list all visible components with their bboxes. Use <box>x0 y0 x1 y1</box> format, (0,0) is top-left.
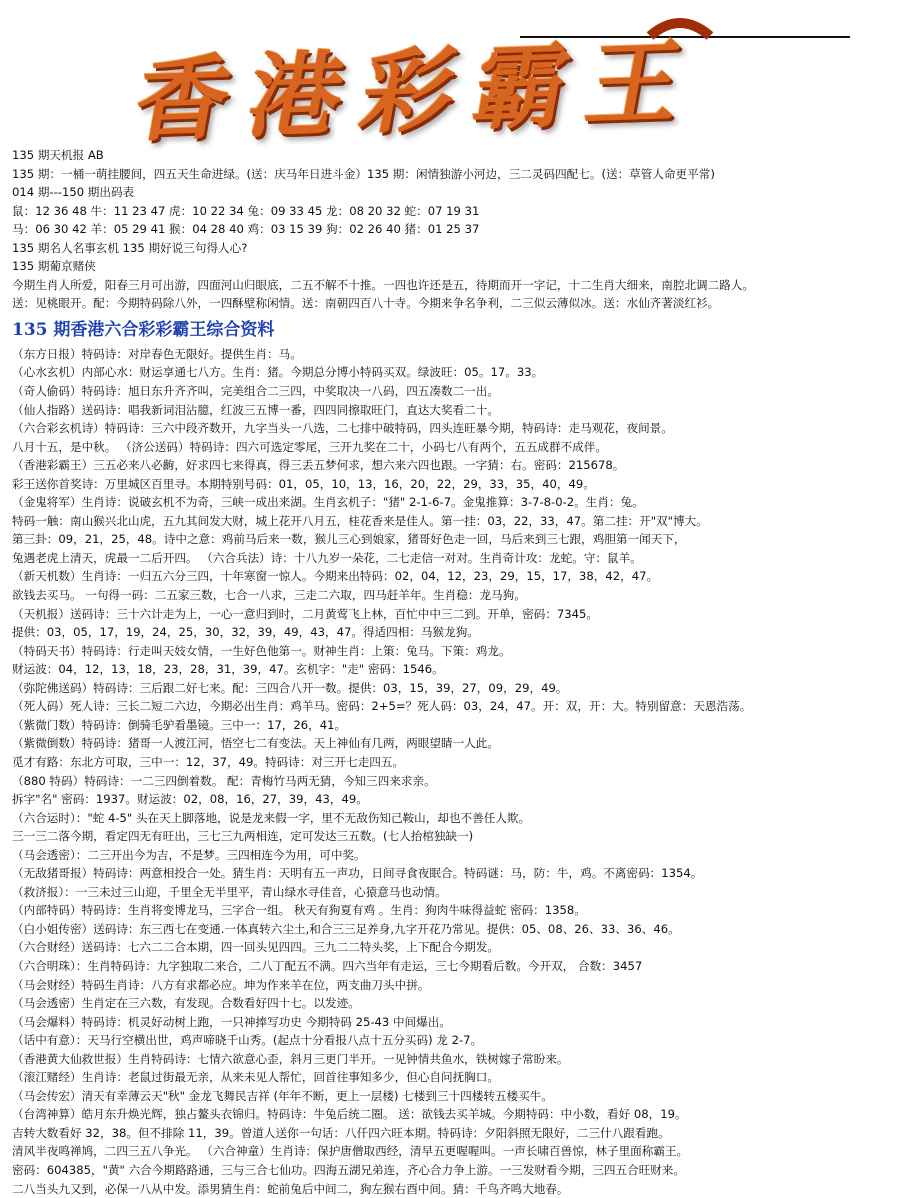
text-line: （心水玄机）内部心水：财运享通七八方。生肖：猪。今期总分博小特码买双。绿波旺：05。17。33。 <box>12 365 544 380</box>
text-line: 第三卦：09，21，25，48。诗中之意：鸡前马后来一数，猴儿三心到娘家，猪哥好色走一回，马后来到三七跟，鸡胆第一闻天下， <box>12 532 686 547</box>
text-line: （无敌猪哥报）特码诗：两意相投合一处。猜生肖：天明有五一声功，日间寻食夜眠合。特码谜：马，防：牛，鸡。不离密码：1354。 <box>12 866 703 881</box>
text-line: （880 特码）特码诗：一二三四倒着数。 配：青梅竹马两无猜，今知三四来求亲。 <box>12 773 436 788</box>
text-line: 觅才有路：东北方可取，三中一：12，37，49。特码诗：对三开七走四五。 <box>12 754 405 769</box>
text-line: （东方日报）特码诗：对岸春色无限好。提供生肖：马。 <box>12 346 302 361</box>
text-line: （天机报）送码诗：三十六计走为上，一心一意归到时，二月黄莺飞上林，百忙中中三二到。开单，密码：7345。 <box>12 606 599 621</box>
text-line: （救济报）：一三未过三山迎，千里全无半里平，青山绿水寻佳音，心猿意马也动情。 <box>12 884 447 899</box>
text-line: （马会透密）：二三开出今为吉，不是梦。三四相连今为用，可中奖。 <box>12 847 366 862</box>
top-lines <box>12 146 892 313</box>
text-line: （六合明珠）：生肖特码诗：九字独取二来合，二八丁配五不满。四六当年有走运，三七今期看后数。今开双， 合数：3457 <box>12 958 643 973</box>
document-body <box>12 146 892 1198</box>
text-line: （新天机数）生肖诗：一归五六分三四，十年寒窗一惊人。今期来出特码：02，04，12，23，29，15，17，38，42，47。 <box>12 569 659 584</box>
text-line: （内部特码）特码诗：生肖将变博龙马，三字合一组。 秋天有狗夏有鸡 。生肖：狗肉牛味得益蛇 密码：1358。 <box>12 903 586 918</box>
text-line: 欲钱去买马。 一句得一码：二五家三数，七合一八求，三走二六取，四马赶羊年。生肖稳：龙马狗。 <box>12 588 526 603</box>
text-line: 清风半夜鸣禅鸠，二四三五八争光。 （六合神童）生肖诗：保护唐僧取西经，清早五更喔喔叫。一声长啸百兽惊，林子里面称霸王。 <box>12 1144 689 1159</box>
text-line: 八月十五，是中秋。 （济公送码）特码诗：四六可选定零尾，三开九奖在二十，小码七八有两个，五五成群不成伴。 <box>12 439 607 454</box>
text-line: （六合运时）："蛇 4-5" 头在天上脚落地，说是龙来假一字，里不无敌伤知己鞍山，却也不善任人欺。 <box>12 810 531 825</box>
text-line: 014 期---150 期出码表 <box>12 185 135 200</box>
text-line: （仙人指路）送码诗：唱我新词泪沾臆，红波三五博一番，四四同擦取旺门，直达大奖看二十。 <box>12 402 499 417</box>
text-line: （台湾神算）皓月东升焕光辉，独占鳌头衣锦归。特码诗：牛兔后统二圈。 送：欲钱去买羊城。今期特码：中小数，看好 08，19。 <box>12 1107 687 1122</box>
text-line: 吉转大数看好 32，38。但不排除 11，39。曾道人送你一句话：八仟四六旺本期。特码诗：夕阳斜照无限好，二三什八跟看跑。 <box>12 1125 670 1140</box>
text-line: （话中有意）：天马行空横出世，鸡声啼晓千山秀。(起点十分看报八点十五分买码) 龙 2-7。 <box>12 1033 483 1048</box>
text-line: 135 期天机报 AB <box>12 148 104 162</box>
text-line: 提供：03，05，17，19，24，25，30，32，39，49，43，47。得适四相：马猴龙狗。 <box>12 625 479 640</box>
text-line: （紫微倒数）特码诗：猪哥一人渡江河，悟空七二有变法。天上神仙有几两，两眼望睛一人此。 <box>12 736 499 751</box>
text-line: 送：见桃眼开。配：今期特码除八外，一四酥壁称闲情。送：南朝四百八十寺。今期来争名争利，二三似云薄似冰。送：水仙齐著淡红衫。 <box>12 296 720 311</box>
text-line: 135 期名人名事玄机 135 期好说三句得人心? <box>12 240 248 255</box>
text-line: 135 期葡京赌侠 <box>12 259 96 274</box>
text-line: （香港彩霸王）三五必来八必齣，好求四七来得真，得三丢五梦何求，想六来六四也跟。一字猜：右。密码：215678。 <box>12 458 625 473</box>
text-line: 财运波：04，12，13，18，23，28，31，39，47。玄机字："走" 密码：1546。 <box>12 662 444 677</box>
text-line: 兔遇老虎上清天，虎最一二后开四。 （六合兵法）诗：十八九岁一朵花，二七走信一对对。生肖奇计攻：龙蛇。守：鼠羊。 <box>12 550 642 565</box>
text-line: 拆字"名" 密码：1937。财运波：02，08，16，27，39，43，49。 <box>12 792 368 807</box>
text-line: 135 期：一桶一萌挂腰间，四五天生命进绿。(送：庆马年日进斗金）135 期：闲情独游小河边，三二灵码四配七。(送：草管人命更平常) <box>12 166 715 181</box>
text-line: （马会透密）生肖定在三六数，有发现。合数看好四十七。以发迹。 <box>12 996 360 1011</box>
text-line: （六合彩玄机诗）特码诗：三六中段齐数开，九字当头一八选，二七排中破特码，四头连旺暴今期，特码诗：走马观花，夜间景。 <box>12 421 673 436</box>
text-line: （弥陀佛送码）特码诗：三后跟二好七来。配：三四合八开一数。提供：03，15，39，27，09，29，49。 <box>12 680 568 695</box>
text-line: （奇人偷码）特码诗：旭日东升齐齐叫，完美组合二三四，中奖取决一八码，四五凑数二一出。 <box>12 384 499 399</box>
text-line: 马：06 30 42 羊：05 29 41 猴：04 28 40 鸡：03 15 39 狗：02 26 40 猪：01 25 37 <box>12 222 480 237</box>
text-line: （马会爆料）特码诗：机灵好动树上跑，一只神捧写功史 今期特码 25-43 中间爆出。 <box>12 1014 451 1029</box>
section-title: 135 期香港六合彩彩霸王综合资料 <box>12 319 275 340</box>
text-line: （紫微门数）特码诗：倒骑毛驴看墨镜。三中一：17，26，41。 <box>12 717 347 732</box>
text-line: 特码一触：南山猴兴北山虎，五九其间发大财，城上花开八月五，桂花香来是佳人。第一挂：03，22，33，47。第二挂：开"双"博大。 <box>12 513 708 528</box>
text-line: 二八当头九又到，必保一八从中发。添男猜生肖：蛇前兔后中间二，狗左猴右酉中间。猜：千鸟齐鸣大地春。 <box>12 1181 569 1196</box>
text-line: （金鬼将军）生肖诗：说破玄机不为奇，三峡一成出来湖。生肖玄机子："猪" 2-1-6-7。金鬼推算：3-7-8-0-2。生肖：兔。 <box>12 495 644 510</box>
text-line: 密码：604385，"黄" 六合今期路路通，三与三合七仙功。四海五湖兄弟连，齐心合力争上游。一三发财看今期，三四五合旺财来。 <box>12 1162 686 1177</box>
text-line: （死人码）死人诗：三长二短二六边，今期必出生肖：鸡羊马。密码：2+5=？死人码：03，24，47。开：双，开：大。特别留意：天恩浩荡。 <box>12 699 752 714</box>
text-line: （马会财经）特码生肖诗：八方有求都必应。坤为作来羊在位，两支曲刀头中拼。 <box>12 977 430 992</box>
banner-title: 香港彩霸王 <box>127 27 711 155</box>
text-line: （六合财经）送码诗：七六二二合本期，四一回头见四四。三九二二特头奖，上下配合今期发。 <box>12 940 499 955</box>
text-line: （滚江赌经）生肖诗：老鼠过街最无亲，从来未见人帮忙，回首往事知多少，但心自问抚胸口。 <box>12 1070 499 1085</box>
text-line: （香港黄大仙救世报）生肖特码诗：七情六欲意心歪，斜月三更门半开。一见钟情共鱼水，铁树嫁子常盼来。 <box>12 1051 569 1066</box>
text-line: 今期生肖人所爱，阳春三月可出游，四面河山归眼底，二五不解不十推。一四也许还是五，待期而开一字记，十二生肖大细来，南腔北调二路人。 <box>12 277 755 292</box>
text-line: （马会传宏）清天有幸薄云天"秋" 金龙飞舞民吉祥 (年年不断，更上一层楼) 七楼到三十四楼转五楼买牛。 <box>12 1088 553 1103</box>
text-line: 彩王送你首奖诗：万里城区百里寻。本期特别号码：01，05，10，13，16，20，22，29，33，35，40，49。 <box>12 476 595 491</box>
text-line: 三一三二落今期，看定四无有旺出，三七三九两相连，定可发达三五数。(七人抬棺独缺一) <box>12 829 474 844</box>
text-line: 鼠：12 36 48 牛：11 23 47 虎：10 22 34 兔：09 33 45 龙：08 20 32 蛇：07 19 31 <box>12 203 480 218</box>
text-line: （白小姐传密）送码诗：东三西七在变通.一体真转六尘土,和合三三足养身,九字开花乃常见。提供：05、08、26、33、36、46。 <box>12 921 680 936</box>
text-line: （特码天书）特码诗：行走叫天妓女情，一生好色他第一。财神生肖：上策：兔马。下策：鸡龙。 <box>12 643 511 658</box>
body-lines <box>12 345 892 1198</box>
